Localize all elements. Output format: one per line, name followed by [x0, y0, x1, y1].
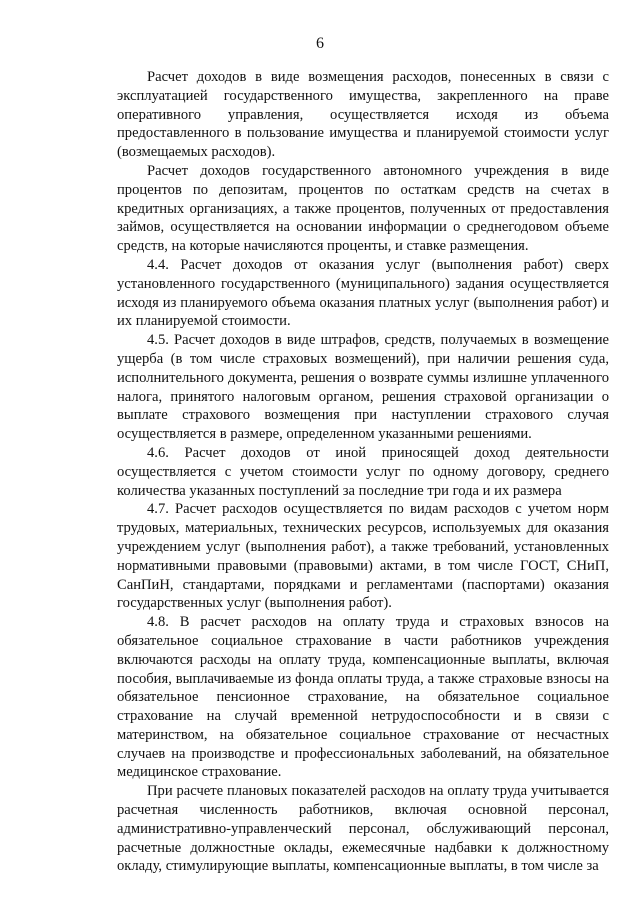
- paragraph-4-8: 4.8. В расчет расходов на оплату труда и страховых взносов на обязательное социальное страхование в части работников учреждения включаются расходы на оплату труда, компенсационные выплаты, включая пособия, выплачиваемые из фонда оплаты труда, а также страховые взносы на обязательное пенсионное страхование, на обязательное социальное страхование на случай временной нетрудоспособности и в связи с материнством, на обязательное социальное страхование от несчастных случаев на производстве и профессиональных заболеваний, на обязательное медицинское страхование.: [117, 614, 609, 781]
- paragraph-interest-income: Расчет доходов государственного автономного учреждения в виде процентов по депозитам, процентов по остаткам средств на счетах в кредитных организациях, а также процентов, полученных от предоставления займов, осуществляется на основании информации о среднегодовом объеме средств, на которые начисляются проценты, и ставке размещения.: [117, 162, 609, 255]
- paragraph-4-7: 4.7. Расчет расходов осуществляется по видам расходов с учетом норм трудовых, материальных, технических ресурсов, используемых для оказания учреждением услуг (выполнения работ), а также требований, установленных нормативными правовыми (правовыми) актами, в том числе ГОСТ, СНиП, СанПиН, стандартами, порядками и регламентами (паспортами) оказания государственных услуг (выполнения работ).: [117, 501, 609, 612]
- paragraph-4-5: 4.5. Расчет доходов в виде штрафов, средств, получаемых в возмещение ущерба (в том числе страховых возмещений), при наличии решения суда, исполнительного документа, решения о возврате суммы излишне уплаченного налога, принятого налоговым органом, решения страховой организации о выплате страхового возмещения при наступлении страхового случая осуществляется в размере, определенном указанными решениями.: [117, 332, 609, 443]
- paragraph-4-6: 4.6. Расчет доходов от иной приносящей доход деятельности осуществляется с учетом стоимости услуг по одному договору, среднего количества указанных поступлений за последние три года и их размера: [117, 444, 609, 499]
- paragraph-reimbursement-income: Расчет доходов в виде возмещения расходов, понесенных в связи с эксплуатацией государственного имущества, закрепленного на праве оперативного управления, осуществляется исходя из объема предоставленного в пользование имущества и планируемой стоимости услуг (возмещаемых расходов).: [117, 69, 609, 161]
- paragraph-payroll-planning: При расчете плановых показателей расходов на оплату труда учитывается расчетная численность работников, включая основной персонал, административно-управленческий персонал, обслуживающий персонал, расчетные должностные оклады, ежемесячные надбавки к должностному окладу, стимулирующие выплаты, компенсационные выплаты, в том числе за: [117, 783, 609, 875]
- paragraph-4-4: 4.4. Расчет доходов от оказания услуг (выполнения работ) сверх установленного государственного (муниципального) задания осуществляется исходя из планируемого объема оказания платных услуг (выполнения работ) и их планируемой стоимости.: [117, 256, 609, 330]
- document-body: [117, 68, 609, 876]
- page-number: 6: [316, 35, 324, 52]
